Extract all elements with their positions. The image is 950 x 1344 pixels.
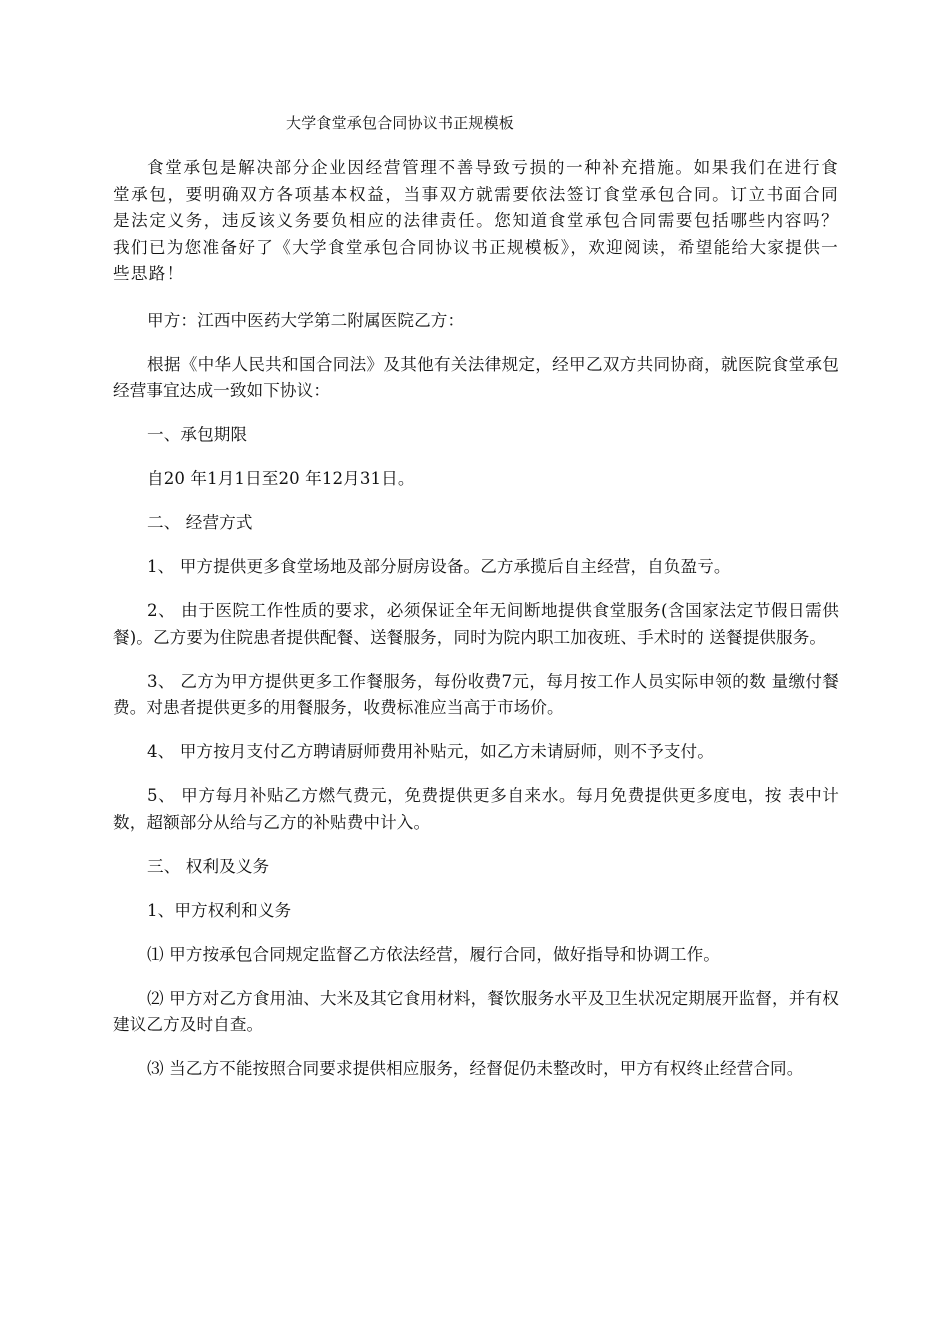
section-2-item-3: 3、 乙方为甲方提供更多工作餐服务，每份收费7元，每月按工作人员实际申领的数 量缴付餐费。对患者提供更多的用餐服务，收费标准应当高于市场价。	[113, 671, 839, 717]
section-3-sub-heading: 1、甲方权利和义务	[147, 900, 292, 920]
section-2-heading: 二、 经营方式	[147, 513, 253, 532]
section-2-item-4: 4、 甲方按月支付乙方聘请厨师费用补贴元，如乙方未请厨师，则不予支付。	[147, 742, 714, 761]
section-3-item-3: ⑶ 当乙方不能按照合同要求提供相应服务，经督促仍未整改时，甲方有权终止经营合同。	[147, 1059, 804, 1078]
section-3-heading: 三、 权利及义务	[147, 856, 270, 876]
document-title: 大学食堂承包合同协议书正规模板	[286, 114, 515, 132]
section-1-text: 自20 年1月1日至20 年12月31日。	[147, 469, 415, 488]
section-3-item-1: ⑴ 甲方按承包合同规定监督乙方依法经营，履行合同，做好指导和协调工作。	[147, 944, 720, 964]
parties-paragraph: 甲方：江西中医药大学第二附属医院乙方：	[147, 310, 465, 330]
intro-paragraph: 食堂承包是解决部分企业因经营管理不善导致亏损的一种补充措施。如果我们在进行食堂承包，要明确双方各项基本权益，当事双方就需要依法签订食堂承包合同。订立书面合同是法定义务，违反该义务要负相应的法律责任。您知道食堂承包合同需要包括哪些内容吗？我们已为您准备好了《大学食堂承包合同协议书正规模板》，欢迎阅读，希望能给大家提供一些思路！	[113, 158, 839, 283]
section-2-item-2: 2、 由于医院工作性质的要求，必须保证全年无间断地提供食堂服务(含国家法定节假日需供餐)。乙方要为住院患者提供配餐、送餐服务，同时为院内职工加夜班、手术时的 送餐提供服务。	[113, 601, 839, 647]
section-2-item-1: 1、 甲方提供更多食堂场地及部分厨房设备。乙方承揽后自主经营，自负盈亏。	[147, 557, 731, 576]
section-1-heading: 一、承包期限	[147, 425, 248, 444]
preamble-paragraph: 根据《中华人民共和国合同法》及其他有关法律规定，经甲乙双方共同协商，就医院食堂承包经营事宜达成一致如下协议：	[113, 354, 839, 400]
section-2-item-5: 5、 甲方每月补贴乙方燃气费元，免费提供更多自来水。每月免费提供更多度电，按 表中计数，超额部分从给与乙方的补贴费中计入。	[113, 786, 839, 832]
document-body	[113, 155, 839, 1100]
section-3-item-2: ⑵ 甲方对乙方食用油、大米及其它食用材料，餐饮服务水平及卫生状况定期展开监督，并有权建议乙方及时自查。	[113, 988, 839, 1034]
